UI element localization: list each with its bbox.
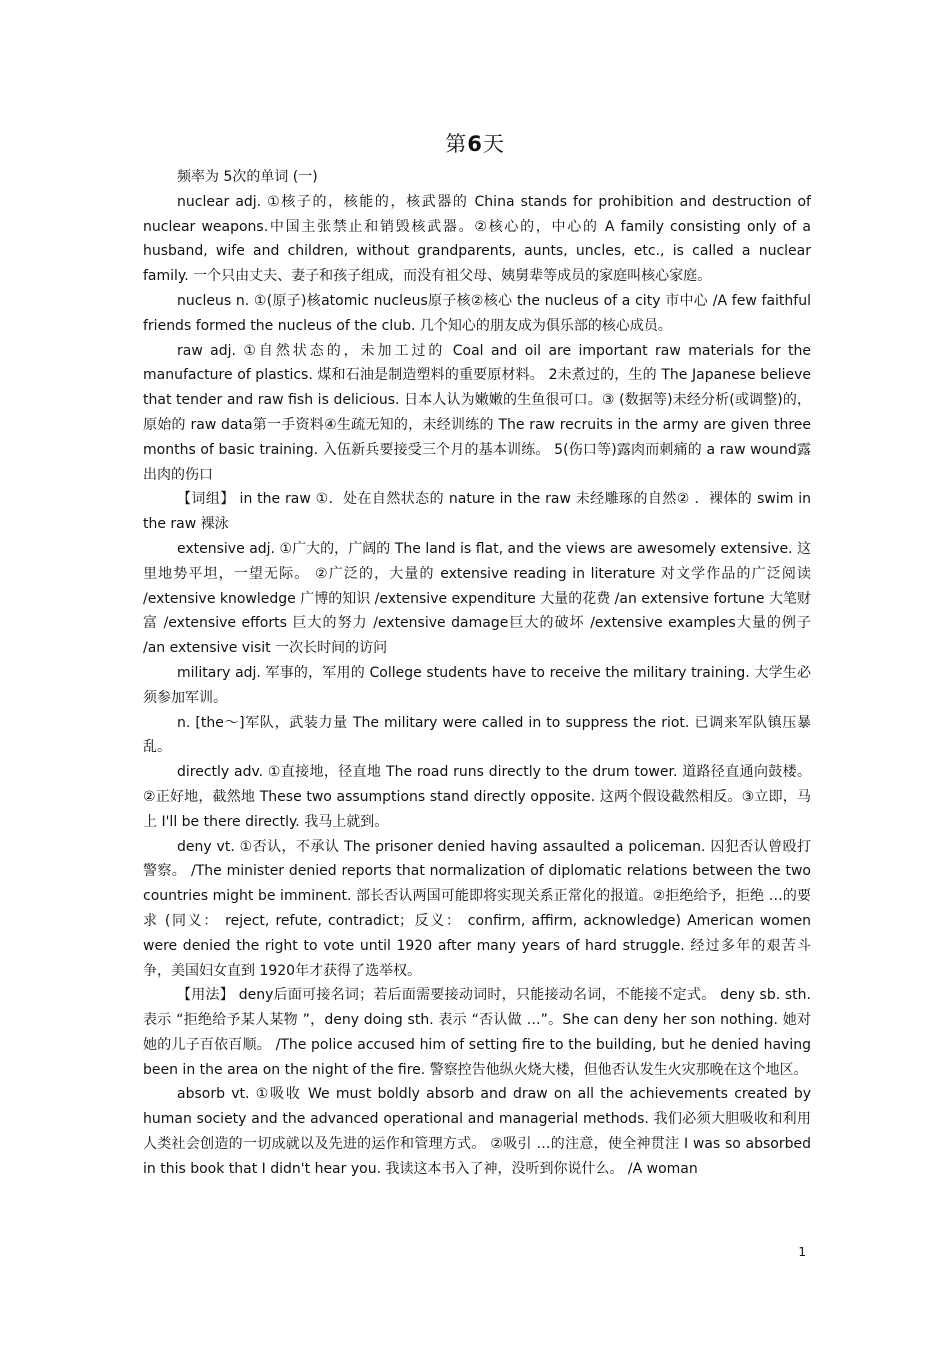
entry-raw: raw adj. ①自然状态的，未加工过的 Coal and oil are important raw materials for the manufacture of plastics. 煤和石油是制造塑料的重要原材料。 2未煮过的，生的 The Japanese believe that tender and raw fish is delicious. 日本人认为嫩嫩的生鱼很可口。③ (数据等)未经分析(或调整)的，原始的 raw data第一手资料④生疏无知的，未经训练的 The raw recruits in the army are given three months of basic training. 入伍新兵要接受三个月的基本训练。 5(伤口等)露肉而刺痛的 a raw wound露出肉的伤口 <box>143 342 811 483</box>
entry-military-noun: n. [the～]军队，武装力量 The military were called in to suppress the riot. 已调来军队镇压暴乱。 <box>143 714 811 756</box>
title-suffix: 天 <box>482 132 505 156</box>
entry-directly: directly adv. ①直接地，径直地 The road runs directly to the drum tower. 道路径直通向鼓楼。②正好地，截然地 These two assumptions stand directly opposite. 这两个假设截然相反。③立即，马上 I'll be there directly. 我马上就到。 <box>143 764 811 830</box>
entry-raw-phrase: 【词组】 in the raw ①．处在自然状态的 nature in the raw 未经雕琢的自然② ．裸体的 swim in the raw 裸泳 <box>143 491 811 533</box>
page-title <box>0 128 950 158</box>
entry-deny-usage: 【用法】 deny后面可接名词；若后面需要接动词时，只能接动名词，不能接不定式。 deny sb. sth. 表示 “拒绝给予某人某物 ”，deny doing sth. 表示 “否认做 …”。She can deny her son nothing. 她对她的儿子百依百顺。 /The police accused him of setting fire to the building, but he denied having been in the area on the night of the fire. 警察控告他纵火烧大楼，但他否认发生火灾那晚在这个地区。 <box>143 987 811 1078</box>
heading-frequency: 频率为 5次的单词 (一) <box>177 169 318 185</box>
body-text <box>143 165 811 1182</box>
entry-deny: deny vt. ①否认，不承认 The prisoner denied having assaulted a policeman. 囚犯否认曾殴打警察。 /The minister denied reports that normalization of diplomatic relations between the two countries might be imminent. 部长否认两国可能即将实现关系正常化的报道。②拒绝给予，拒绝 …的要求 (同义： reject, refute, contradict；反义： confirm, affirm, acknowledge) American women were denied the right to vote until 1920 after many years of hard struggle. 经过多年的艰苦斗争，美国妇女直到 1920年才获得了选举权。 <box>143 838 811 979</box>
page-number: 1 <box>798 1245 806 1259</box>
entry-nucleus: nucleus n. ①(原子)核atomic nucleus原子核②核心 the nucleus of a city 市中心 /A few faithful friends formed the nucleus of the club. 几个知心的朋友成为俱乐部的核心成员。 <box>143 292 811 334</box>
entry-nuclear: nuclear adj. ①核子的，核能的，核武器的 China stands for prohibition and destruction of nuclear weapons.中国主张禁止和销毁核武器。②核心的，中心的 A family consisting only of a husband, wife and children, without grandparents, aunts, uncles, etc., is called a nuclear family. 一个只由丈夫、妻子和孩子组成，而没有祖父母、姨舅辈等成员的家庭叫核心家庭。 <box>143 193 811 285</box>
title-number: 6 <box>467 132 483 156</box>
entry-extensive: extensive adj. ①广大的，广阔的 The land is flat, and the views are awesomely extensive. 这里地势平坦，一望无际。 ②广泛的，大量的 extensive reading in literature 对文学作品的广泛阅读 /extensive knowledge 广博的知识 /extensive expenditure 大量的花费 /an extensive fortune 大笔财富 /extensive efforts 巨大的努力 /extensive damage巨大的破坏 /extensive examples大量的例子 /an extensive visit 一次长时间的访问 <box>143 540 811 657</box>
title-prefix: 第 <box>445 132 468 156</box>
entry-absorb: absorb vt. ①吸收 We must boldly absorb and draw on all the achievements created by human society and the advanced operational and managerial methods. 我们必须大胆吸收和利用人类社会创造的一切成就以及先进的运作和管理方式。 ②吸引 …的注意，使全神贯注 I was so absorbed in this book that I didn't hear you. 我读这本书入了神，没听到你说什么。 /A woman <box>143 1086 811 1177</box>
entry-military-adj: military adj. 军事的，军用的 College students have to receive the military training. 大学生必须参加军训。 <box>143 664 811 706</box>
